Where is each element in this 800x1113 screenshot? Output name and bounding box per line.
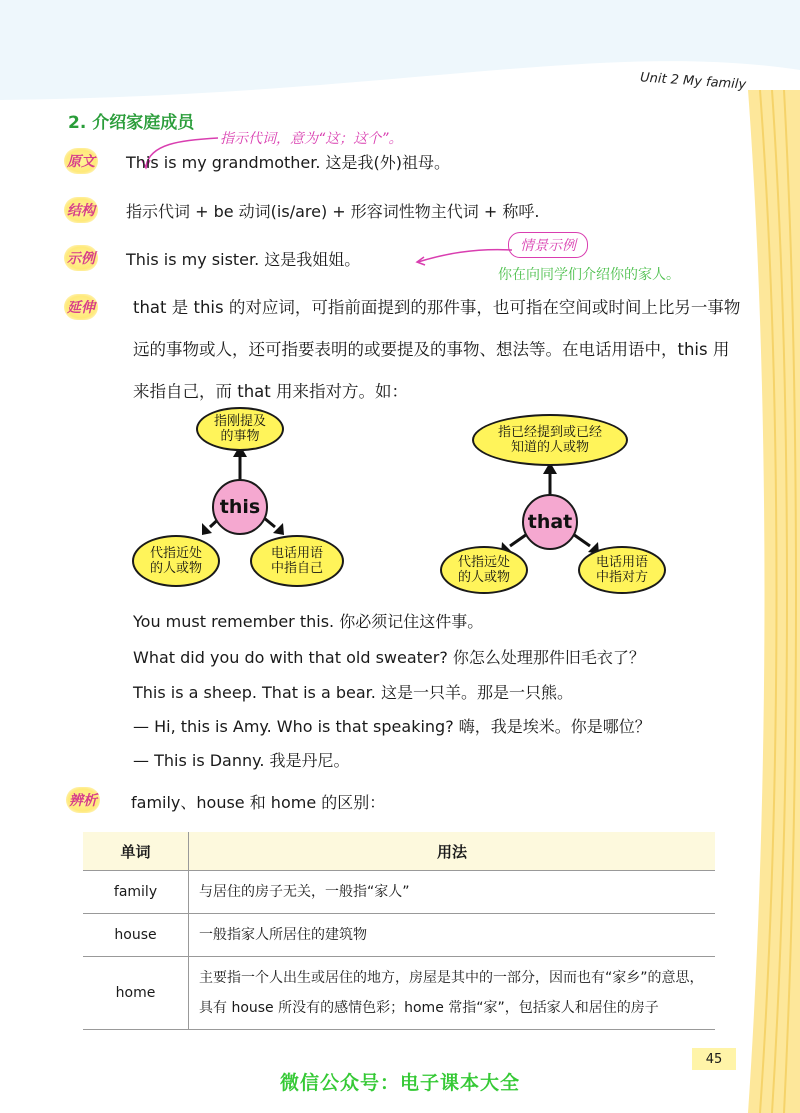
table-header-row xyxy=(83,832,715,871)
scene-badge-label: 情景示例 xyxy=(520,238,576,254)
example-sentence-1: You must remember this. 你必须记住这件事。 xyxy=(133,612,484,631)
page-edge-decoration xyxy=(740,90,800,1113)
section-title: 2. 介绍家庭成员 xyxy=(68,113,195,133)
scene-annotation: 你在向同学们介绍你的家人。 xyxy=(498,267,680,283)
tag-example: 示例 xyxy=(64,245,98,271)
example-sentence-3: This is a sheep. That is a bear. 这是一只羊。那是一只熊。 xyxy=(133,683,573,702)
footer-watermark: 微信公众号：电子课本大全 xyxy=(279,1072,520,1094)
table-header-usage: 用法 xyxy=(189,832,716,871)
page-number: 45 xyxy=(692,1048,736,1070)
table-cell-usage: 主要指一个人出生或居住的地方，房屋是其中的一部分，因而也有“家乡”的意思，具有 house 所没有的感情色彩；home 常指“家”，包括家人和居住的房子 xyxy=(189,957,716,1030)
annotation-demonstrative: 指示代词，意为“这；这个”。 xyxy=(220,131,403,147)
table-row xyxy=(83,871,715,914)
example-sentence-5: — This is Danny. 我是丹尼。 xyxy=(133,751,350,770)
example-sentence-2: What did you do with that old sweater? 你怎么处理那件旧毛衣了？ xyxy=(133,648,645,667)
that-top-bubble: 指已经提到或已经知道的人或物 xyxy=(472,414,628,466)
this-top-bubble: 指刚提及的事物 xyxy=(196,407,284,451)
table-cell-usage: 与居住的房子无关，一般指“家人” xyxy=(189,871,716,914)
that-right-bubble: 电话用语中指对方 xyxy=(578,546,666,594)
table-header-word: 单词 xyxy=(83,832,189,871)
unit-header: Unit 2 My family xyxy=(639,70,747,93)
analysis-text: family、house 和 home 的区别： xyxy=(131,793,386,812)
extension-paragraph: that 是 this 的对应词，可指前面提到的那件事，也可指在空间或时间上比另一事物远的事物或人，还可指要表明的或要提及的事物、想法等。在电话用语中，this 用来指自己，而 that 用来指对方。如： xyxy=(133,298,741,401)
tag-analysis: 辨析 xyxy=(66,787,100,813)
this-center-circle: this xyxy=(212,479,268,535)
table-row xyxy=(83,914,715,957)
this-left-bubble: 代指近处的人或物 xyxy=(132,535,220,587)
example-sentence-4: — Hi, this is Amy. Who is that speaking? 嗨，我是埃米。你是哪位？ xyxy=(133,717,651,736)
tag-structure: 结构 xyxy=(64,197,98,223)
table-row xyxy=(83,957,715,1030)
tag-original: 原文 xyxy=(64,148,98,174)
this-right-bubble: 电话用语中指自己 xyxy=(250,535,344,587)
this-diagram xyxy=(130,405,360,595)
scene-badge xyxy=(508,232,588,258)
table-cell-word: house xyxy=(83,914,189,957)
tag-extension: 延伸 xyxy=(64,294,98,320)
original-text: This is my grandmother. 这是我(外)祖母。 xyxy=(126,153,451,172)
that-left-bubble: 代指远处的人或物 xyxy=(440,546,528,594)
that-center-circle: that xyxy=(522,494,578,550)
table-cell-usage: 一般指家人所居住的建筑物 xyxy=(189,914,716,957)
that-diagram xyxy=(438,412,668,597)
usage-table xyxy=(83,832,715,1030)
structure-text: 指示代词 + be 动词(is/are) + 形容词性物主代词 + 称呼. xyxy=(126,202,540,221)
table-cell-word: home xyxy=(83,957,189,1030)
example-text: This is my sister. 这是我姐姐。 xyxy=(126,250,361,269)
table-cell-word: family xyxy=(83,871,189,914)
